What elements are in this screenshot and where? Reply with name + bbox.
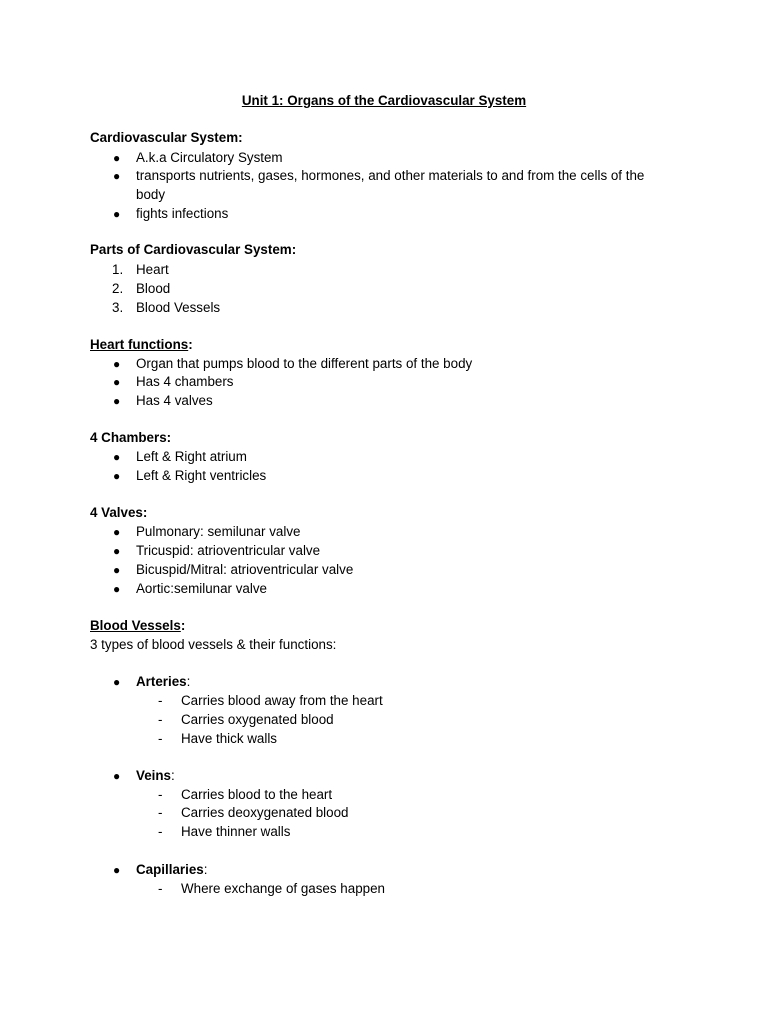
bullet-icon: ● [113,863,121,877]
list-item: Pulmonary: semilunar valve [136,524,301,539]
vessel-type-arteries [136,674,190,690]
bullet-icon: ● [113,394,121,408]
dash-icon: - [158,881,163,896]
vessel-colon: : [186,674,191,689]
section-intro: 3 types of blood vessels & their functions: [90,637,337,652]
list-item: Heart [136,262,169,277]
list-item: Left & Right ventricles [136,468,267,483]
heading-colon: : [291,242,297,257]
dash-icon: - [158,712,163,727]
heading-text: Cardiovascular System [90,130,239,145]
dash-icon: - [158,824,163,839]
list-item: Bicuspid/Mitral: atrioventricular valve [136,562,354,577]
list-number: 2. [112,281,124,296]
list-number: 1. [112,262,124,277]
section-heading-valves [90,505,147,521]
section-heading-heart-functions [90,337,193,353]
bullet-icon: ● [113,469,121,483]
list-item: Left & Right atrium [136,449,247,464]
heading-text: Parts of Cardiovascular System [90,242,292,257]
bullet-icon: ● [113,357,121,371]
sub-list-item: Carries blood away from the heart [181,693,383,708]
bullet-icon: ● [113,582,121,596]
list-item: Blood [136,281,171,296]
heading-text: 4 Valves [90,505,143,520]
vessel-label: Capillaries [136,862,204,877]
bullet-icon: ● [113,544,121,558]
dash-icon: - [158,787,163,802]
bullet-icon: ● [113,769,121,783]
section-heading-chambers [90,430,171,446]
vessel-type-veins [136,768,175,784]
list-item: transports nutrients, gases, hormones, and other materials to and from the cells of the [136,168,645,183]
sub-list-item: Carries oxygenated blood [181,712,334,727]
section-heading-blood-vessels [90,618,185,634]
sub-list-item: Have thinner walls [181,824,291,839]
vessel-type-capillaries [136,862,207,878]
heading-colon: : [166,430,172,445]
bullet-icon: ● [113,151,121,165]
list-item-continuation: body [136,187,166,202]
vessel-label: Veins [136,768,171,783]
heading-text: Blood Vessels [90,618,181,633]
dash-icon: - [158,693,163,708]
list-item: Tricuspid: atrioventricular valve [136,543,321,558]
list-item: Has 4 chambers [136,374,234,389]
list-item: Blood Vessels [136,300,221,315]
bullet-icon: ● [113,563,121,577]
heading-colon: : [180,618,186,633]
heading-colon: : [188,337,193,352]
bullet-icon: ● [113,207,121,221]
page-title: Unit 1: Organs of the Cardiovascular System [241,93,527,108]
sub-list-item: Where exchange of gases happen [181,881,385,896]
vessel-label: Arteries [136,674,187,689]
bullet-icon: ● [113,450,121,464]
sub-list-item: Carries deoxygenated blood [181,805,349,820]
bullet-icon: ● [113,675,121,689]
vessel-colon: : [171,768,175,783]
sub-list-item: Have thick walls [181,731,277,746]
section-heading-cardiovascular-system [90,130,243,146]
sub-list-item: Carries blood to the heart [181,787,333,802]
bullet-icon: ● [113,525,121,539]
list-item: A.k.a Circulatory System [136,150,283,165]
list-item: Aortic:semilunar valve [136,581,267,596]
bullet-icon: ● [113,169,121,183]
dash-icon: - [158,731,163,746]
heading-colon: : [238,130,243,145]
list-number: 3. [112,300,124,315]
dash-icon: - [158,805,163,820]
list-item: fights infections [136,206,229,221]
list-item: Has 4 valves [136,393,213,408]
vessel-colon: : [203,862,208,877]
heading-text: Heart functions [90,337,189,352]
heading-text: 4 Chambers [90,430,167,445]
list-item: Organ that pumps blood to the different parts of the body [136,356,473,371]
heading-colon: : [142,505,148,520]
section-heading-parts [90,242,296,258]
bullet-icon: ● [113,375,121,389]
